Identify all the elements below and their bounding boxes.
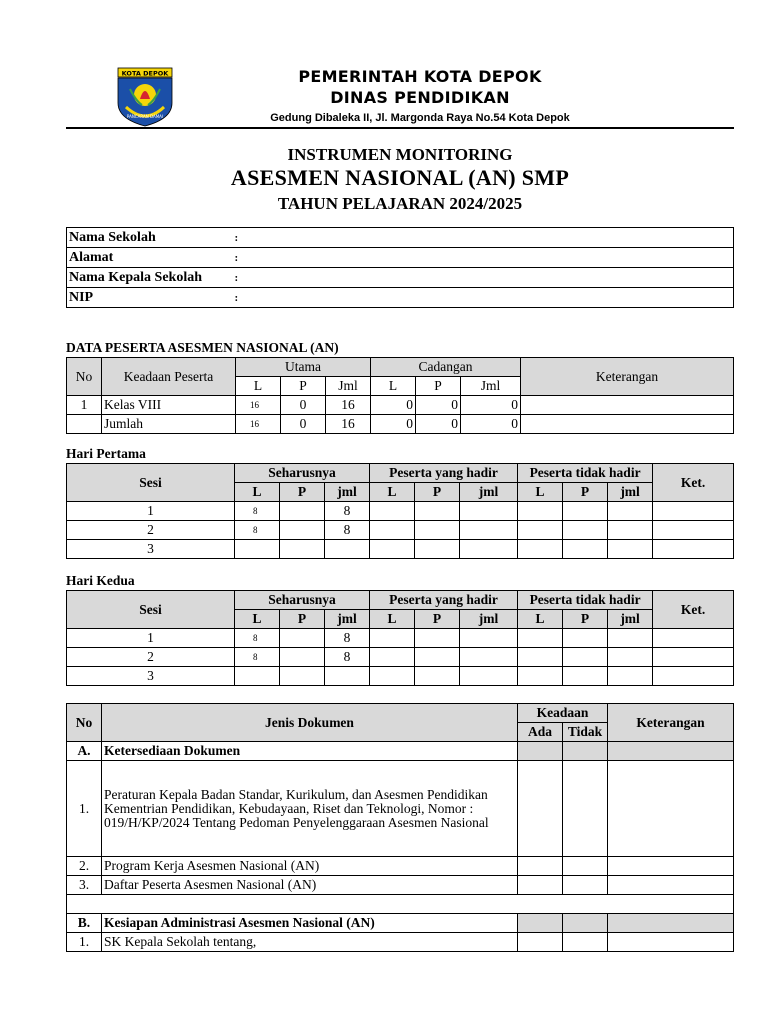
col-header-tidak: Tidak	[563, 723, 608, 742]
cell-jml[interactable]: 8	[325, 648, 370, 667]
table-row	[67, 396, 734, 415]
col-header-jml: jml	[608, 483, 653, 502]
info-colon: :	[233, 228, 253, 248]
cell-p[interactable]	[280, 521, 325, 540]
table-row	[67, 648, 734, 667]
info-label: Alamat	[67, 248, 233, 268]
info-label: Nama Kepala Sekolah	[67, 268, 233, 288]
cell-no: 2.	[67, 857, 102, 876]
hari-pertama-table	[66, 463, 734, 559]
cell-hadir-jml[interactable]	[460, 521, 518, 540]
col-header-p: P	[415, 610, 460, 629]
cell-hadir-l[interactable]	[370, 629, 415, 648]
cell-l[interactable]	[235, 540, 280, 559]
doc-title-3: TAHUN PELAJARAN 2024/2025	[277, 194, 523, 213]
info-row-alamat	[67, 248, 734, 268]
cell-ket[interactable]	[653, 540, 734, 559]
col-header-ket: Ket.	[653, 464, 734, 502]
cell-ket[interactable]	[653, 521, 734, 540]
col-header-jml: jml	[460, 610, 518, 629]
col-header-jml: jml	[325, 483, 370, 502]
section-row-b	[67, 914, 734, 933]
cell-hadir-jml[interactable]	[460, 667, 518, 686]
cell-no: 1.	[67, 761, 102, 857]
col-header-utama: Utama	[236, 358, 371, 377]
header-government: PEMERINTAH KOTA DEPOK	[298, 67, 542, 86]
col-header-l: L	[235, 483, 280, 502]
checkbox-tidak[interactable]	[563, 933, 608, 952]
cell-hadir-p[interactable]	[415, 521, 460, 540]
cell-utama-jml[interactable]: 16	[326, 415, 371, 434]
col-header-l: L	[371, 377, 416, 396]
cell-tidak-jml[interactable]	[608, 648, 653, 667]
info-value-nama-sekolah[interactable]	[253, 228, 734, 248]
table-row	[67, 415, 734, 434]
cell-tidak-jml[interactable]	[608, 521, 653, 540]
svg-text:PANCARAN DAMAI: PANCARAN DAMAI	[126, 114, 164, 119]
section-no: B.	[67, 914, 102, 933]
cell-ket[interactable]	[653, 502, 734, 521]
section-fill	[563, 914, 608, 933]
section-fill	[518, 914, 563, 933]
cell-ket[interactable]	[653, 667, 734, 686]
cell-hadir-l[interactable]	[370, 540, 415, 559]
col-header-ket: Ket.	[653, 591, 734, 629]
info-label: NIP	[67, 288, 233, 308]
col-header-keterangan: Keterangan	[608, 704, 734, 742]
info-row-nip	[67, 288, 734, 308]
col-header-sesi: Sesi	[67, 464, 235, 502]
cell-sesi: 3	[67, 540, 235, 559]
cell-no	[67, 415, 102, 434]
cell-tidak-l[interactable]	[518, 502, 563, 521]
table-row	[67, 502, 734, 521]
spacer-cell	[67, 895, 734, 914]
col-header-l: L	[370, 483, 415, 502]
col-header-hadir: Peserta yang hadir	[370, 591, 518, 610]
section-row-a	[67, 742, 734, 761]
section-no: A.	[67, 742, 102, 761]
table-row	[67, 876, 734, 895]
hari-pertama-title: Hari Pertama	[66, 446, 146, 461]
cell-p[interactable]	[280, 502, 325, 521]
cell-keterangan[interactable]	[608, 761, 734, 857]
cell-l[interactable]	[235, 667, 280, 686]
checkbox-ada[interactable]	[518, 761, 563, 857]
col-header-no: No	[67, 358, 102, 396]
cell-tidak-l[interactable]	[518, 667, 563, 686]
header-department: DINAS PENDIDIKAN	[330, 88, 510, 107]
section-fill	[608, 742, 734, 761]
section-label: Ketersediaan Dokumen	[102, 742, 518, 761]
cell-tidak-l[interactable]	[518, 540, 563, 559]
cell-hadir-l[interactable]	[370, 521, 415, 540]
cell-cadangan-p[interactable]: 0	[416, 415, 461, 434]
cell-ket[interactable]	[653, 629, 734, 648]
cell-keterangan[interactable]	[521, 396, 734, 415]
hari-kedua-table	[66, 590, 734, 686]
cell-hadir-l[interactable]	[370, 648, 415, 667]
info-value-kepala-sekolah[interactable]	[253, 268, 734, 288]
info-colon: :	[233, 248, 253, 268]
section-label: Kesiapan Administrasi Asesmen Nasional (AN)	[102, 914, 518, 933]
cell-utama-jml[interactable]: 16	[326, 396, 371, 415]
table-row	[67, 629, 734, 648]
col-header-no: No	[67, 704, 102, 742]
col-header-keterangan: Keterangan	[521, 358, 734, 396]
cell-keterangan[interactable]	[608, 857, 734, 876]
col-header-jml: jml	[325, 610, 370, 629]
cell-sesi: 1	[67, 629, 235, 648]
cell-hadir-jml[interactable]	[460, 648, 518, 667]
cell-sesi: 2	[67, 648, 235, 667]
cell-hadir-p[interactable]	[415, 629, 460, 648]
cell-p[interactable]	[280, 648, 325, 667]
cell-tidak-p[interactable]	[563, 502, 608, 521]
cell-no: 1.	[67, 933, 102, 952]
cell-tidak-jml[interactable]	[608, 502, 653, 521]
col-header-p: P	[416, 377, 461, 396]
col-header-l: L	[518, 610, 563, 629]
col-header-jml: Jml	[461, 377, 521, 396]
cell-keadaan: Kelas VIII	[102, 396, 236, 415]
cell-utama-l[interactable]: 16	[236, 415, 281, 434]
table-row	[67, 667, 734, 686]
checkbox-ada[interactable]	[518, 933, 563, 952]
info-value-alamat[interactable]	[253, 248, 734, 268]
cell-hadir-p[interactable]	[415, 667, 460, 686]
dokumen-table	[66, 703, 734, 952]
col-header-keadaan: Keadaan	[518, 704, 608, 723]
info-colon: :	[233, 268, 253, 288]
section-fill	[518, 742, 563, 761]
cell-jenis: Daftar Peserta Asesmen Nasional (AN)	[102, 876, 518, 895]
cell-hadir-p[interactable]	[415, 502, 460, 521]
cell-keterangan[interactable]	[521, 415, 734, 434]
doc-title-2: ASESMEN NASIONAL (AN) SMP	[230, 165, 570, 190]
cell-jml[interactable]	[325, 540, 370, 559]
col-header-p: P	[563, 610, 608, 629]
cell-cadangan-p[interactable]: 0	[416, 396, 461, 415]
cell-jenis: Program Kerja Asesmen Nasional (AN)	[102, 857, 518, 876]
cell-l[interactable]: 8	[235, 648, 280, 667]
hari-kedua-title: Hari Kedua	[66, 573, 135, 588]
cell-l[interactable]: 8	[235, 521, 280, 540]
checkbox-ada[interactable]	[518, 876, 563, 895]
cell-no: 3.	[67, 876, 102, 895]
cell-cadangan-l[interactable]: 0	[371, 396, 416, 415]
cell-cadangan-jml[interactable]: 0	[461, 415, 521, 434]
cell-jml[interactable]: 8	[325, 629, 370, 648]
header-divider	[66, 127, 734, 129]
cell-hadir-jml[interactable]	[460, 540, 518, 559]
table-row	[67, 857, 734, 876]
cell-hadir-p[interactable]	[415, 540, 460, 559]
col-header-jenis-dokumen: Jenis Dokumen	[102, 704, 518, 742]
table-row	[67, 540, 734, 559]
cell-hadir-jml[interactable]	[460, 502, 518, 521]
cell-hadir-l[interactable]	[370, 502, 415, 521]
cell-tidak-jml[interactable]	[608, 540, 653, 559]
section-fill	[608, 914, 734, 933]
cell-ket[interactable]	[653, 648, 734, 667]
cell-tidak-p[interactable]	[563, 648, 608, 667]
col-header-hadir: Peserta yang hadir	[370, 464, 518, 483]
cell-tidak-l[interactable]	[518, 648, 563, 667]
col-header-cadangan: Cadangan	[371, 358, 521, 377]
cell-tidak-l[interactable]	[518, 521, 563, 540]
cell-keterangan[interactable]	[608, 876, 734, 895]
col-header-ada: Ada	[518, 723, 563, 742]
cell-cadangan-jml[interactable]: 0	[461, 396, 521, 415]
cell-p[interactable]	[280, 629, 325, 648]
checkbox-tidak[interactable]	[563, 876, 608, 895]
cell-l[interactable]: 8	[235, 629, 280, 648]
col-header-jml: jml	[608, 610, 653, 629]
cell-tidak-p[interactable]	[563, 540, 608, 559]
cell-hadir-jml[interactable]	[460, 629, 518, 648]
cell-sesi: 2	[67, 521, 235, 540]
table-row	[67, 933, 734, 952]
cell-cadangan-l[interactable]: 0	[371, 415, 416, 434]
cell-jml[interactable]: 8	[325, 502, 370, 521]
col-header-l: L	[370, 610, 415, 629]
col-header-jml: jml	[460, 483, 518, 502]
cell-keterangan[interactable]	[608, 933, 734, 952]
checkbox-tidak[interactable]	[563, 761, 608, 857]
cell-l[interactable]: 8	[235, 502, 280, 521]
info-value-nip[interactable]	[253, 288, 734, 308]
cell-keadaan: Jumlah	[102, 415, 236, 434]
cell-sesi: 1	[67, 502, 235, 521]
school-info-table	[66, 227, 734, 308]
spacer-row	[67, 895, 734, 914]
col-header-l: L	[518, 483, 563, 502]
cell-jenis: SK Kepala Sekolah tentang,	[102, 933, 518, 952]
cell-hadir-l[interactable]	[370, 667, 415, 686]
peserta-table	[66, 357, 734, 434]
cell-tidak-p[interactable]	[563, 629, 608, 648]
cell-hadir-p[interactable]	[415, 648, 460, 667]
col-header-p: P	[280, 610, 325, 629]
col-header-p: P	[415, 483, 460, 502]
col-header-l: L	[236, 377, 281, 396]
col-header-jml: Jml	[326, 377, 371, 396]
cell-utama-p[interactable]: 0	[281, 415, 326, 434]
cell-tidak-p[interactable]	[563, 667, 608, 686]
section-fill	[563, 742, 608, 761]
kota-depok-logo	[112, 67, 178, 127]
doc-title-1: INSTRUMEN MONITORING	[287, 145, 513, 164]
col-header-seharusnya: Seharusnya	[235, 591, 370, 610]
checkbox-ada[interactable]	[518, 857, 563, 876]
info-label: Nama Sekolah	[67, 228, 233, 248]
col-header-p: P	[280, 483, 325, 502]
table-row	[67, 761, 734, 857]
cell-tidak-jml[interactable]	[608, 667, 653, 686]
info-colon: :	[233, 288, 253, 308]
peserta-section-title: DATA PESERTA ASESMEN NASIONAL (AN)	[66, 340, 339, 355]
cell-utama-l[interactable]: 16	[236, 396, 281, 415]
cell-p[interactable]	[280, 540, 325, 559]
cell-utama-p[interactable]: 0	[281, 396, 326, 415]
col-header-tidak-hadir: Peserta tidak hadir	[518, 591, 653, 610]
cell-tidak-jml[interactable]	[608, 629, 653, 648]
table-row	[67, 521, 734, 540]
cell-jml[interactable]	[325, 667, 370, 686]
header-address: Gedung Dibaleka II, Jl. Margonda Raya No.54 Kota Depok	[270, 112, 570, 124]
info-row-kepala-sekolah	[67, 268, 734, 288]
info-row-nama-sekolah	[67, 228, 734, 248]
cell-no: 1	[67, 396, 102, 415]
svg-text:KOTA DEPOK: KOTA DEPOK	[121, 69, 169, 78]
col-header-tidak-hadir: Peserta tidak hadir	[518, 464, 653, 483]
cell-sesi: 3	[67, 667, 235, 686]
col-header-seharusnya: Seharusnya	[235, 464, 370, 483]
checkbox-tidak[interactable]	[563, 857, 608, 876]
cell-p[interactable]	[280, 667, 325, 686]
col-header-p: P	[281, 377, 326, 396]
cell-tidak-l[interactable]	[518, 629, 563, 648]
cell-tidak-p[interactable]	[563, 521, 608, 540]
cell-jml[interactable]: 8	[325, 521, 370, 540]
col-header-l: L	[235, 610, 280, 629]
col-header-p: P	[563, 483, 608, 502]
cell-jenis: Peraturan Kepala Badan Standar, Kurikulum, dan Asesmen Pendidikan Kementrian Pendidikan, Kebudayaan, Riset dan Teknologi, Nomor : 019/H/KP/2024 Tentang Pedoman Penyelenggaraan Asesmen Nasional	[102, 761, 518, 857]
col-header-keadaan: Keadaan Peserta	[102, 358, 236, 396]
col-header-sesi: Sesi	[67, 591, 235, 629]
